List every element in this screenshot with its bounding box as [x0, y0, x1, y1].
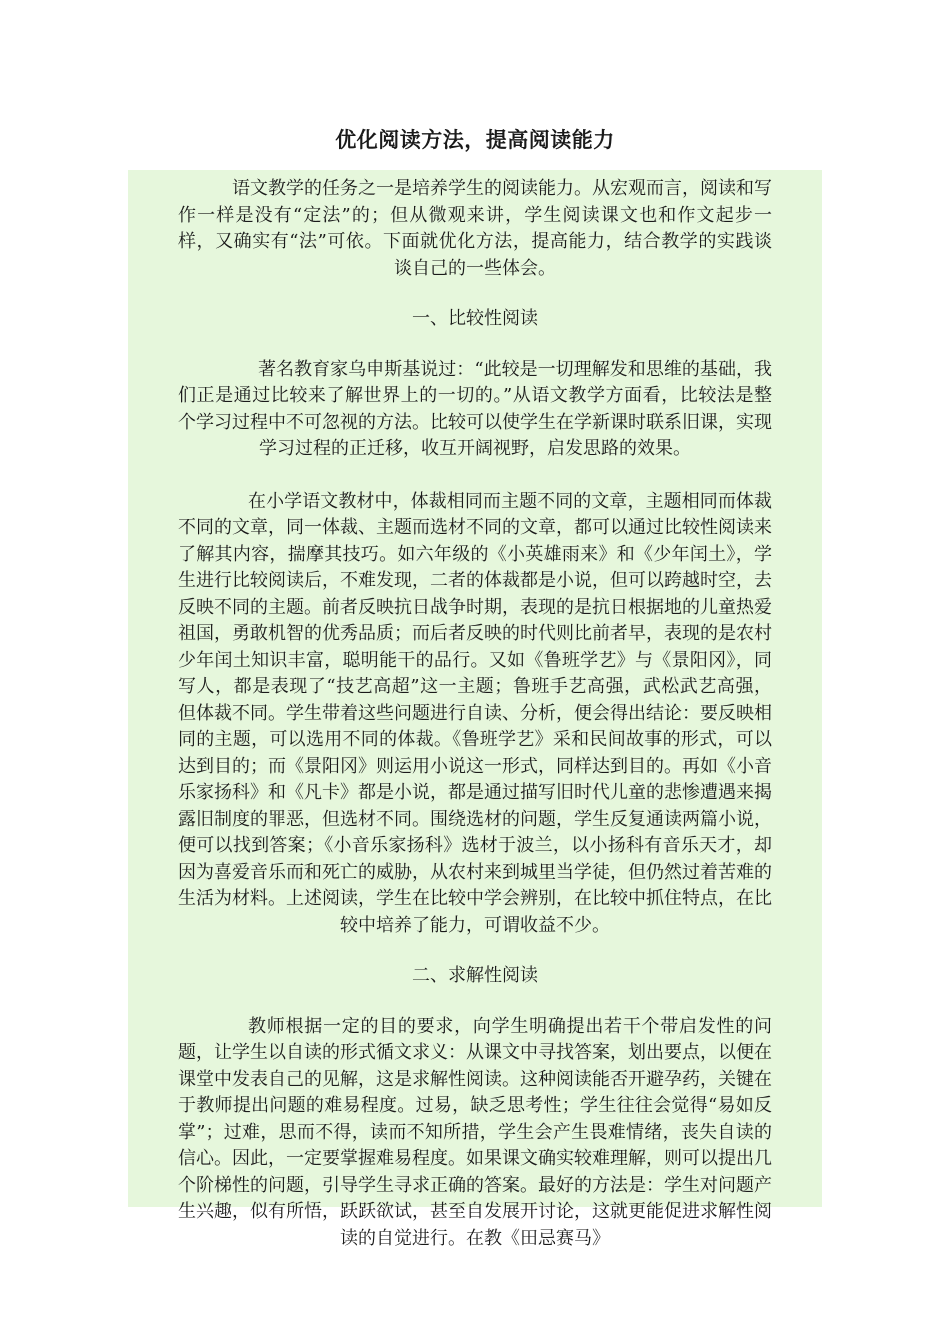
section-2-paragraph-1: 教师根据一定的目的要求，向学生明确提出若干个带启发性的问题，让学生以自读的形式循文求义：从课文中寻找答案，划出要点，以便在课堂中发表自己的见解，这是求解性阅读。这种阅读能否开避孕药，关键在于教师提出问题的难易程度。过易，缺乏思考性；学生往往会觉得“易如反掌”；过难，思而不得，读而不知所措，学生会产生畏难情绪，丧失自读的信心。因此，一定要掌握难易程度。如果课文确实较难理解，则可以提出几个阶梯性的问题，引导学生寻求正确的答案。最好的方法是：学生对问题产生兴趣，似有所悟，跃跃欲试，甚至自发展开讨论，这就更能促进求解性阅读的自觉进行。在教《田忌赛马》 — [178, 1015, 772, 1249]
section-heading-1: 一、比较性阅读 — [412, 308, 538, 329]
section-1-paragraph-2: 在小学语文教材中，体裁相同而主题不同的文章，主题相同而体裁不同的文章，同一体裁、主题而选材不同的文章，都可以通过比较性阅读来了解其内容，揣摩其技巧。如六年级的《小英雄雨来》和《少年闰土》，学生进行比较阅读后，不难发现，二者的体裁都是小说，但可以跨越时空，去反映不同的主题。前者反映抗日战争时期，表现的是抗日根据地的儿童热爱祖国，勇敢机智的优秀品质；而后者反映的时代则比前者早，表现的是农村少年闰土知识丰富，聪明能干的品行。又如《鲁班学艺》与《景阳冈》，同写人，都是表现了“技艺高超”这一主题；鲁班手艺高强，武松武艺高强，但体裁不同。学生带着这些问题进行自读、分析，便会得出结论：要反映相同的主题，可以选用不同的体裁。《鲁班学艺》采和民间故事的形式，可以达到目的；而《景阳冈》则运用小说这一形式，同样达到目的。再如《小音乐家扬科》和《凡卡》都是小说，都是通过描写旧时代儿童的悲惨遭遇来揭露旧制度的罪恶，但选材不同。围绕选材的问题，学生反复通读两篇小说，便可以找到答案；《小音乐家扬科》选材于波兰，以小扬科有音乐天才，却因为喜爱音乐而和死亡的威胁，从农村来到城里当学徒，但仍然过着苦难的生活为材料。上述阅读，学生在比较中学会辨别，在比较中抓住特点，在比较中培养了能力，可谓收益不少。 — [178, 490, 772, 936]
document-title: 优化阅读方法，提高阅读能力 — [335, 127, 615, 152]
intro-paragraph: 语文教学的任务之一是培养学生的阅读能力。从宏观而言，阅读和写作一样是没有“定法”的；但从微观来讲，学生阅读课文也和作文起步一样，又确实有“法”可依。下面就优化方法，提高能力，结合教学的实践谈谈自己的一些体会。 — [178, 178, 772, 279]
article-body — [128, 170, 822, 1249]
section-heading-2: 二、求解性阅读 — [412, 965, 538, 986]
section-1-paragraph-1: 著名教育家乌申斯基说过：“此较是一切理解发和思维的基础，我们正是通过比较来了解世界上的一切的。”从语文教学方面看，比较法是整个学习过程中不可忽视的方法。比较可以使学生在学新课时联系旧课，实现学习过程的正迁移，收互开阔视野，启发思路的效果。 — [178, 358, 772, 459]
